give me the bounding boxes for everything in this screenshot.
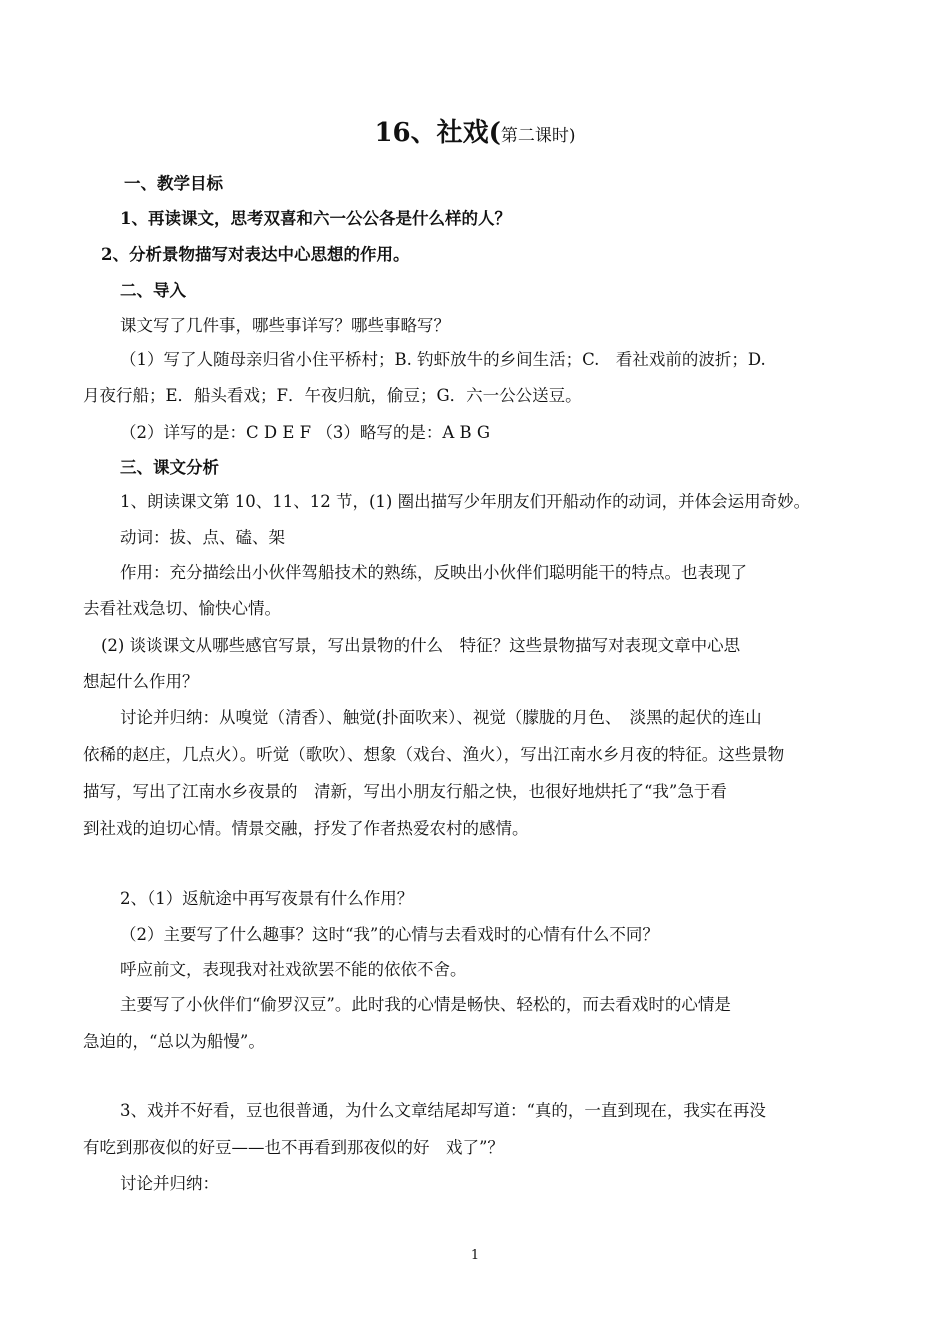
analysis-1-discussion-2: 依稀的赵庄，几点火）。听觉（歌吹）、想象（戏台、渔火），写出江南水乡月夜的特征。这些景物 xyxy=(83,745,785,764)
analysis-1-discussion-3: 描写，写出了江南水乡夜景的 清新，写出小朋友行船之快，也很好地烘托了“我”急于看 xyxy=(83,782,727,801)
analysis-3-question-cont: 有吃到那夜似的好豆——也不再看到那夜似的好 戏了”？ xyxy=(83,1138,504,1157)
analysis-1-question-2-cont: 想起什么作用？ xyxy=(83,672,199,691)
document-title xyxy=(0,112,950,149)
analysis-heading: 三、课文分析 xyxy=(120,458,219,477)
goal-1: 1、再读课文，思考双喜和六一公公各是什么样的人？ xyxy=(120,209,511,228)
analysis-1-verbs: 动词：拔、点、磕、架 xyxy=(120,528,285,547)
title-main: 16、社戏( xyxy=(374,118,501,148)
analysis-2-answer-1: 呼应前文，表现我对社戏欲罢不能的依依不舍。 xyxy=(120,960,467,979)
intro-answer-2: （2）详写的是：C D E F （3）略写的是：A B G xyxy=(120,423,491,442)
intro-question: 课文写了几件事，哪些事详写？哪些事略写？ xyxy=(120,316,450,335)
goal-2: 2、分析景物描写对表达中心思想的作用。 xyxy=(101,245,410,264)
analysis-2-answer-2-cont: 急迫的，“总以为船慢”。 xyxy=(83,1032,265,1051)
analysis-3-question: 3、戏并不好看，豆也很普通，为什么文章结尾却写道：“真的，一直到现在，我实在再没 xyxy=(120,1101,766,1120)
goals-heading: 一、教学目标 xyxy=(124,174,223,193)
analysis-2-question-2: （2）主要写了什么趣事？这时“我”的心情与去看戏时的心情有什么不同？ xyxy=(120,925,659,944)
analysis-1-discussion-1: 讨论并归纳：从嗅觉（清香）、触觉(扑面吹来）、视觉（朦胧的月色、 淡黑的起伏的连山 xyxy=(120,708,762,727)
analysis-1: 1、朗读课文第 10、11、12 节，(1) 圈出描写少年朋友们开船动作的动词，并体会运用奇妙。 xyxy=(120,492,811,511)
analysis-1-discussion-4: 到社戏的迫切心情。情景交融，抒发了作者热爱农村的感情。 xyxy=(83,819,529,838)
page-number: 1 xyxy=(470,1248,480,1263)
analysis-2-question-1: 2、（1）返航途中再写夜景有什么作用？ xyxy=(120,889,414,908)
analysis-3-discussion: 讨论并归纳： xyxy=(120,1174,219,1193)
analysis-2-answer-2: 主要写了小伙伴们“偷罗汉豆”。此时我的心情是畅快、轻松的，而去看戏时的心情是 xyxy=(120,995,731,1014)
intro-heading: 二、导入 xyxy=(120,281,186,300)
intro-answer-1-cont: 月夜行船；E．船头看戏；F．午夜归航，偷豆；G．六一公公送豆。 xyxy=(83,386,582,405)
analysis-1-question-2: (2) 谈谈课文从哪些感官写景，写出景物的什么 特征？这些景物描写对表现文章中心思 xyxy=(101,636,741,655)
title-sub: 第二课时) xyxy=(500,126,576,146)
intro-answer-1: （1）写了人随母亲归省小住平桥村；B. 钓虾放牛的乡间生活；C. 看社戏前的波折；D. xyxy=(120,350,766,369)
analysis-1-effect: 作用：充分描绘出小伙伴驾船技术的熟练，反映出小伙伴们聪明能干的特点。也表现了 xyxy=(120,563,747,582)
analysis-1-effect-cont: 去看社戏急切、愉快心情。 xyxy=(83,599,281,618)
